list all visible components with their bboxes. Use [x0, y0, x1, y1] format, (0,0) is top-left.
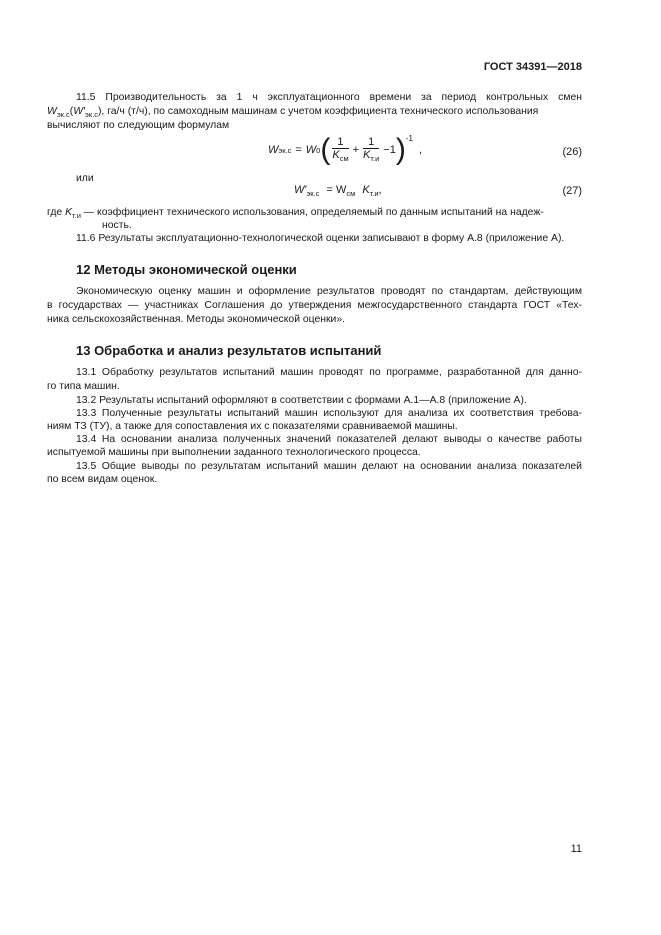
- f26-number: (26): [562, 146, 582, 158]
- section-13-line2: го типа машин.: [47, 381, 120, 392]
- or-word: или: [76, 173, 94, 184]
- f26-den1-k: K: [332, 148, 340, 161]
- f26-frac1: [332, 136, 348, 165]
- w-prime-subscript: эк.с: [85, 110, 98, 119]
- f26-num1: 1: [337, 135, 344, 148]
- page-number: 11: [570, 843, 582, 855]
- f26-plus: +: [352, 144, 360, 156]
- f26-power: -1: [405, 134, 413, 143]
- w-symbol: W: [47, 106, 57, 117]
- where-symbol: K: [65, 207, 72, 218]
- section-13-line7: испытуемой машины при выполнении заданного технологического процесса.: [47, 447, 421, 458]
- para-11-5-line2: $W_{эк.с}(W'_{эк.с})$, га/ч (т/ч), по самоходным машинам с учетом коэффициента технического использования: [47, 106, 539, 119]
- section-13-line4: 13.3 Полученные результаты испытаний машин используют для анализа их соответствия требова-: [76, 408, 582, 419]
- f26-den2: [363, 149, 379, 165]
- f27-lhs-sub: эк.с: [306, 189, 320, 198]
- f26-open-paren: (: [320, 133, 331, 166]
- f27-k-sub: т.и: [369, 189, 379, 198]
- where-symbol-sub: т.и: [72, 211, 81, 220]
- f27-k: K: [362, 184, 370, 196]
- section-12-line1: Экономическую оценку машин и оформление результатов проводят по стандартам, действующим: [76, 286, 582, 297]
- para-11-5-line2-text: , га/ч (т/ч), по самоходным машинам с учетом коэффициента технического использования: [101, 106, 539, 117]
- f26-num2: 1: [368, 135, 375, 148]
- section-12-title: 12 Методы экономической оценки: [76, 262, 297, 277]
- section-13-line3: 13.2 Результаты испытаний оформляют в соответствии с формами А.1—А.8 (приложение А).: [76, 395, 527, 406]
- f26-frac2: [363, 136, 379, 165]
- section-12-line2: в государствах — участниках Соглашения до утверждения межгосударственного стандарта ГОСТ «Тех-: [47, 300, 582, 311]
- f26-eq: =: [295, 144, 302, 156]
- para-11-6: 11.6 Результаты эксплуатационно-технологической оценки записывают в форму А.8 (приложение А).: [76, 233, 565, 244]
- f26-den1-sub: см: [339, 153, 349, 163]
- f27-w-sub: см: [346, 189, 356, 198]
- section-13-line9: по всем видам оценок.: [47, 474, 158, 485]
- f27-tail: ,: [378, 184, 382, 196]
- document-id: ГОСТ 34391—2018: [483, 61, 582, 73]
- f27-lhs: W′: [294, 184, 307, 196]
- w-subscript: эк.с: [56, 110, 70, 119]
- f26-close-paren: ): [395, 133, 406, 166]
- where-prefix: где: [47, 207, 63, 218]
- para-11-5-line3: вычисляют по следующим формулам: [47, 120, 230, 131]
- section-13-line6: 13.4 На основании анализа полученных значений показателей делают выводы о качестве работы: [76, 434, 582, 445]
- f26-w0-sub: 0: [316, 145, 321, 155]
- section-13-title: 13 Обработка и анализ результатов испытаний: [76, 343, 382, 358]
- f26-den1: [332, 149, 348, 165]
- section-13-line5: ниям ТЗ (ТУ), а также для сопоставления их с показателями сравниваемой машины.: [47, 421, 458, 432]
- para-11-5-line1: 11.5 Производительность за 1 ч эксплуатационного времени за период контрольных смен: [76, 92, 582, 103]
- f27-eq: = W: [326, 184, 347, 196]
- where-line2: ность.: [102, 220, 132, 231]
- f26-w0: W: [305, 144, 317, 156]
- f26-minus-one: −1: [383, 144, 396, 156]
- f26-lhs-sub: эк.с: [278, 145, 292, 155]
- formula-27: [294, 184, 382, 198]
- f26-den2-k: K: [363, 148, 371, 161]
- f26-den2-sub: т.и: [370, 153, 380, 163]
- f27-number: (27): [562, 185, 582, 197]
- section-13-line8: 13.5 Общие выводы по результатам испытаний машин делают на основании анализа показателей: [76, 461, 582, 472]
- formula-26: [268, 132, 422, 168]
- f26-comma: ,: [418, 144, 422, 156]
- section-13-line1: 13.1 Обработку результатов испытаний машин проводят по программе, разработанной для данно-: [76, 367, 582, 378]
- f26-lhs: W: [268, 144, 279, 156]
- section-12-line3: ника сельскохозяйственная. Методы экономической оценки».: [47, 314, 346, 325]
- where-text: — коэффициент технического использования, определяемый по данным испытаний на надеж-: [83, 207, 544, 218]
- w-prime-symbol: W′: [73, 106, 85, 117]
